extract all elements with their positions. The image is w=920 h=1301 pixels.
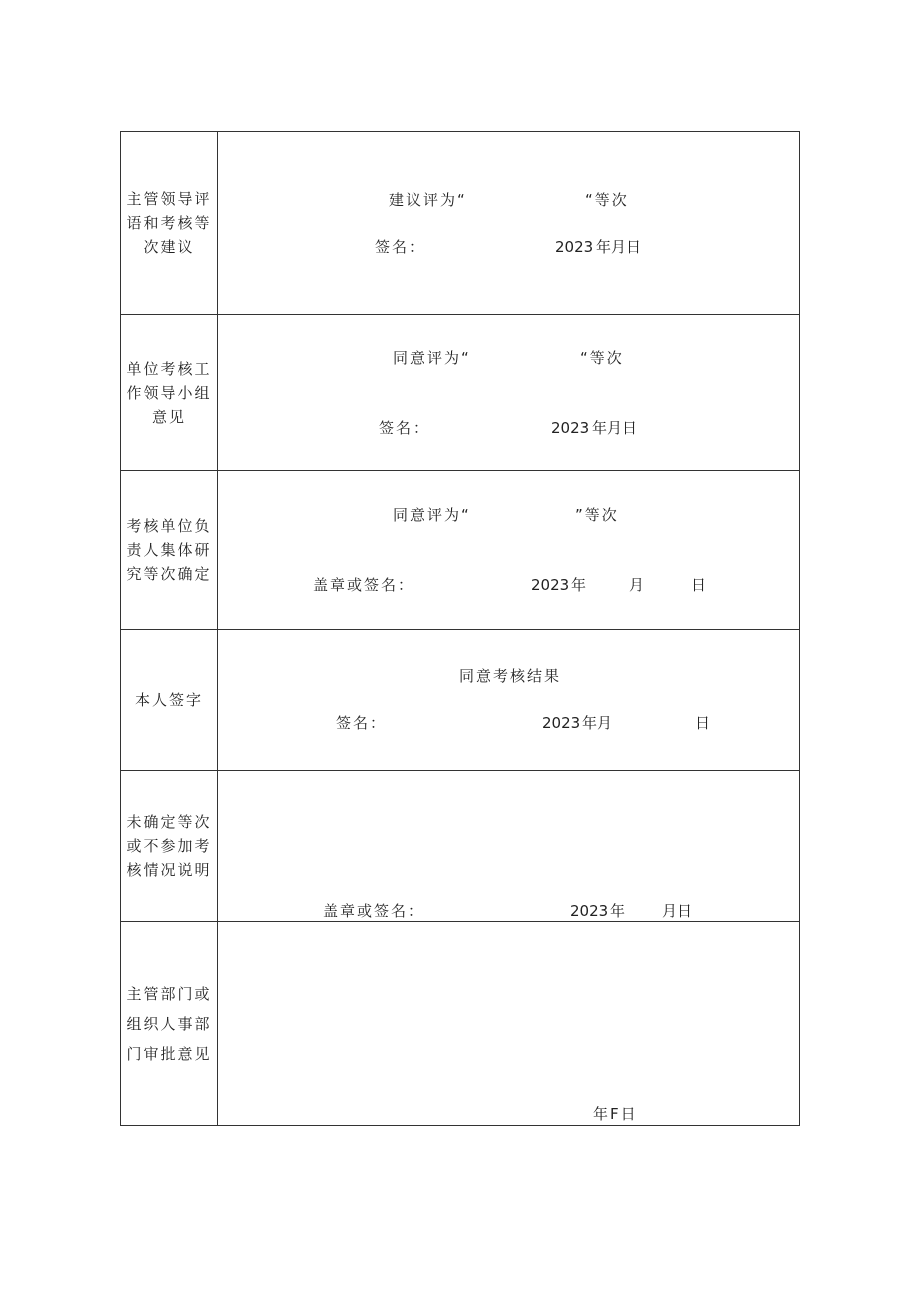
date-rest: 年月日 [596,238,642,256]
sign-label: 签名： [375,238,427,256]
date-yue: 月 [629,576,645,594]
row-label-cell [121,471,218,629]
opinion-suffix: “等次 [580,349,624,367]
row-supervisor-opinion [121,132,799,315]
row-label-cell [121,132,218,314]
date-ri: 日 [691,576,707,594]
row-label: 本人签字 [134,691,203,709]
opinion-suffix: “等次 [585,191,629,209]
row-label: 主管领导评 语和考核等 次建议 [126,190,212,256]
row-label: 未确定等次 或不参加考 核情况说明 [126,813,212,879]
row-label-cell [121,315,218,470]
row-label-cell [121,922,218,1125]
date-year: 2023 [555,238,594,256]
opinion-text: 同意考核结果 [459,667,562,685]
date-year: 2023 [570,902,609,920]
date-nianyue: 年月 [582,714,613,732]
opinion-prefix: 建议评为“ [389,191,467,209]
row-label-cell [121,771,218,921]
date-year: 2023 [531,576,570,594]
sign-label: 盖章或签名： [313,576,416,594]
opinion-prefix: 同意评为“ [393,349,471,367]
sign-label: 签名： [379,419,431,437]
row-leading-group-opinion [121,315,799,471]
row-label: 主管部门或 组织人事部 门审批意见 [126,984,212,1063]
date-year: 2023 [542,714,581,732]
date-ri: 日 [695,714,711,732]
row-collective-decision [121,471,799,630]
date-year: 2023 [551,419,590,437]
date-rest: 年月日 [592,419,638,437]
date-nian: 年 [571,576,587,594]
row-approval-opinion [121,922,799,1125]
row-label: 单位考核工 作领导小组 意见 [126,359,212,426]
sign-label: 签名： [336,714,388,732]
opinion-prefix: 同意评为“ [393,506,471,524]
row-label-cell [121,630,218,770]
date-nian: 年 [610,902,626,920]
sign-label: 盖章或签名： [323,902,426,920]
row-undetermined-explanation [121,771,799,922]
row-label: 考核单位负 责人集体研 究等次确定 [126,517,212,583]
assessment-form-table [120,131,800,1126]
date-text: 年F日 [593,1105,638,1123]
date-yueri: 月日 [662,902,693,920]
row-self-signature [121,630,799,771]
opinion-suffix: ”等次 [575,506,619,524]
